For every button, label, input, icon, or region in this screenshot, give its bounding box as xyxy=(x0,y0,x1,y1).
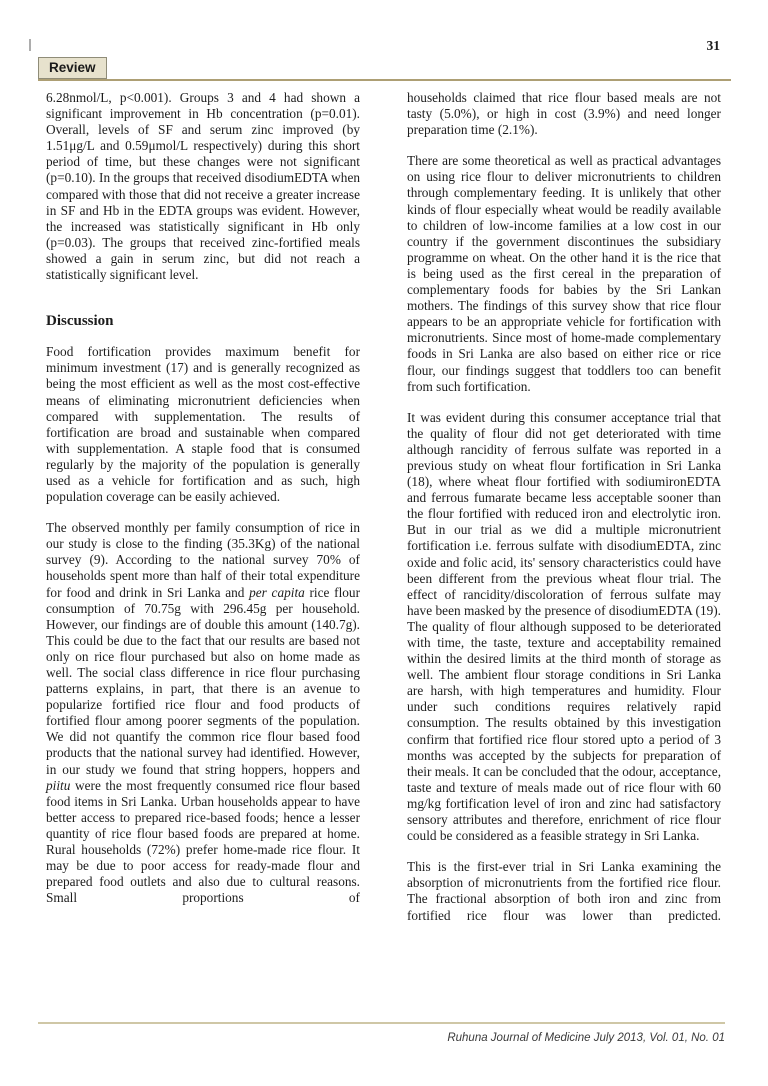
article-body xyxy=(46,90,721,939)
text-run: It was evident during this consumer acceptance trial that the quality of flour did not get deteriorated with time although rancidity of ferrous sulfate was reported in a previous study on wheat flour fortification in Sri Lanka (18), where wheat flour fortified with sodiumironEDTA and ferrous fumarate became less acceptable sooner than the flour fortified with reduced iron and electrolytic iron. But in our trial as we did a multiple micronutrient fortification i.e. ferrous sulfate with disodiumEDTA, zinc oxide and folic acid, its' sensory characteristics could have been different from the previous wheat flour trial. The effect of rancidity/discoloration of ferrous sulfate may have been masked by the presence of disodiumEDTA (19). The quality of flour although supposed to be deteriorated with time, the taste, texture and acceptability remained within the desired limits at the third month of storage as well. The ambient flour storage conditions in Sri Lanka are harsh, with high temperatures and humidity. Flour under such conditions requires relatively rapid consumption. The results obtained by this investigation confirm that fortified rice flour stored upto a period of 3 months was accepted by the subjects for preparation of their meals. It can be concluded that the odour, acceptance, taste and texture of meals made out of rice flour with 60 mg/kg fortification level of iron and zinc had satisfactory sensory attributes and therefore, enrichment of rice flour could be considered as a feasible strategy in Sri Lanka. xyxy=(407,409,722,844)
italic-text-run: per capita xyxy=(249,584,305,600)
header-rule xyxy=(38,57,731,81)
left-column xyxy=(46,90,360,939)
text-run: 6.28nmol/L, p<0.001). Groups 3 and 4 had shown a significant improvement in Hb concentration (p=0.01). Overall, levels of SF and serum zinc improved (by 1.51μg/L and 0.59μmol/L respectively) during this short period of time, but these changes were not significant (p=0.10). In the groups that received disodiumEDTA when compared with those that did not receive a greater increase in SF and Hb in the EDTA groups was evident. However, the increased was statistically significant in Hb only (p=0.03). The groups that received zinc-fortified meals showed a gain in serum zinc, but did not reach a statistically significant level. xyxy=(46,90,360,283)
paragraph xyxy=(407,410,721,845)
text-run: rice flour consumption of 70.75g with 296.45g per household. However, our findings are of double this amount (140.7g). This could be due to the fact that our results are based not only on rice flour purchased but also on home made as well. The social class difference in rice flour purchasing patterns explains, in part, that there is an avenue to popularize fortified rice flour and food products of fortified flour among poorer segments of the population. We did not quantify the common rice flour based food products that the national survey had identified. However, in our study we found that string hoppers, hoppers and xyxy=(46,584,360,777)
paragraph xyxy=(46,344,360,505)
text-run: were the most frequently consumed rice flour based food items in Sri Lanka. Urban households appear to have better access to prepared rice-based foods; hence a lesser quantity of rice flour based foods are prepared at home. Rural households (72%) prefer home-made rice flour. It may be due to poor access for ready-made flour and prepared food outlets and also due to cultural reasons. Small proportions of xyxy=(46,777,360,906)
text-run: There are some theoretical as well as practical advantages on using rice flour to deliver micronutrients to children through complementary feeding. It is unlikely that other kinds of flour especially wheat would be readily available to children of low-income families at a low cost in our country if the government discontinues the subsidiary programme on wheat. On the other hand it is the rice that is being used as the first cereal in the preparation of complementary foods for babies by the Sri Lankan mothers. The findings of this survey show that rice flour appears to be an appropriate vehicle for fortification with micronutrients. Since most of home-made complementary foods in Sri Lanka are also based on either rice or rice flour, our findings suggest that toddlers too can benefit from such fortification. xyxy=(407,153,721,394)
section-tab-review: Review xyxy=(38,57,107,79)
text-run: households claimed that rice flour based meals are not tasty (5.0%), or high in cost (3.9%) and need longer preparation time (2.1%). xyxy=(407,90,721,138)
paragraph xyxy=(46,520,360,906)
journal-footer-text: Ruhuna Journal of Medicine July 2013, Vol. 01, No. 01 xyxy=(447,1032,725,1044)
text-run: Food fortification provides maximum benefit for minimum investment (17) and is generally recognized as being the most efficient as well as the most cost-effective means of eliminating micronutrient deficiencies when compared with supplementation. The results of fortification are broad and sustainable when compared with supplementation. A staple food that is consumed regularly by the majority of the population is generally used as a vehicle for fortification and as such, high population coverage can be easily achieved. xyxy=(46,344,360,505)
section-heading: Discussion xyxy=(46,313,114,330)
right-column xyxy=(407,90,721,939)
paragraph xyxy=(46,90,360,283)
page-number: 31 xyxy=(706,38,720,53)
text-run: This is the first-ever trial in Sri Lanka examining the absorption of micronutrients from the fortified rice flour. The fractional absorption of both iron and zinc from fortified rice flour was lower than predicted. xyxy=(407,859,721,923)
scan-artifact-mark xyxy=(29,39,31,51)
paragraph xyxy=(407,153,721,394)
text-run: The observed monthly per family consumption of rice in our study is close to the finding (35.3Kg) of the national survey (9). According to the national survey 70% of households spent more than half of their total expenditure for food and drink in Sri Lanka and xyxy=(46,520,360,600)
italic-text-run: piitu xyxy=(46,777,71,793)
page-footer xyxy=(38,1022,725,1046)
paragraph xyxy=(407,90,721,138)
paragraph xyxy=(407,859,721,923)
